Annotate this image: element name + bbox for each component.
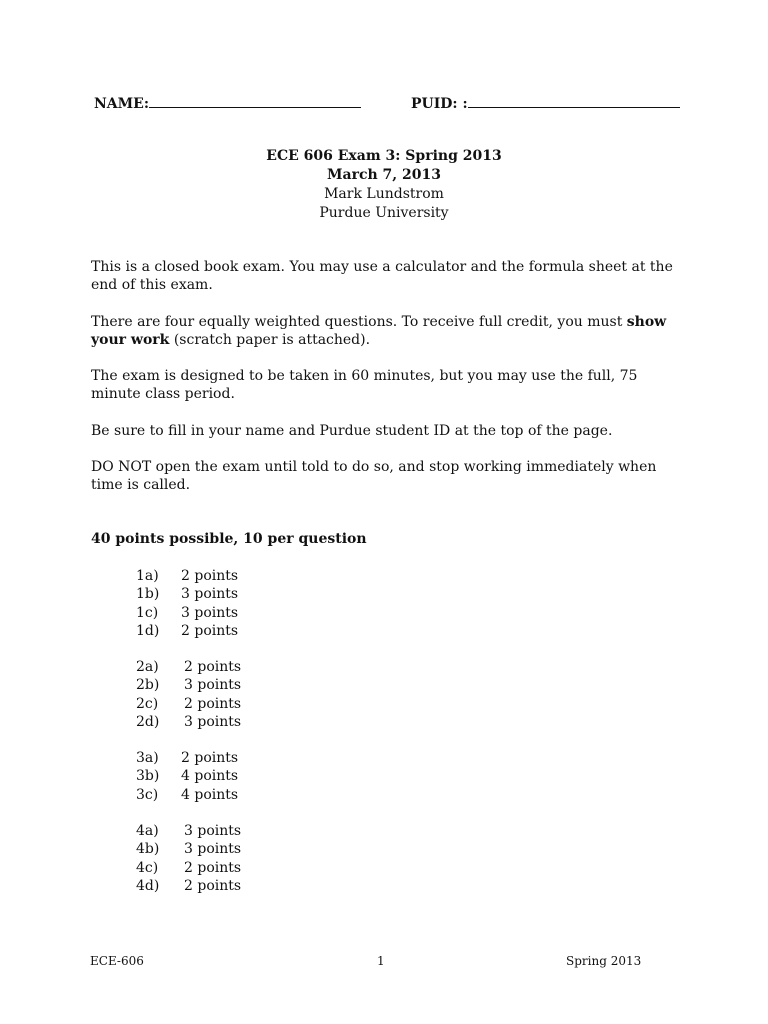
points-heading: 40 points possible, 10 per question: [91, 531, 367, 547]
footer-term: Spring 2013: [566, 954, 642, 968]
list-item: [136, 604, 238, 622]
list-item: [136, 713, 241, 731]
list-item: [136, 658, 241, 676]
question-1-points: [136, 567, 238, 640]
question-label: 2d): [136, 713, 160, 730]
puid-blank-line[interactable]: [468, 93, 680, 108]
instruction-fill-name: Be sure to fill in your name and Purdue student ID at the top of the page.: [91, 423, 613, 439]
show-work-text-before: There are four equally weighted questions. To receive full credit, you must: [91, 314, 627, 330]
question-label: 2b): [136, 677, 160, 694]
question-points: 4 points: [181, 768, 239, 785]
puid-label: PUID: :: [411, 96, 468, 112]
exam-date: March 7, 2013: [327, 167, 441, 183]
list-item: [136, 567, 238, 585]
show-work-emphasis: show your work: [91, 314, 667, 348]
question-label: 4a): [136, 823, 159, 839]
question-points: 3 points: [184, 677, 242, 694]
question-points: 2 points: [181, 568, 239, 584]
question-2-points: [136, 658, 241, 731]
course-title: ECE 606 Exam 3: Spring 2013: [266, 148, 502, 164]
question-label: 1b): [136, 586, 160, 603]
name-field-row: [94, 93, 361, 112]
university-name: Purdue University: [319, 205, 449, 221]
name-blank-line[interactable]: [149, 93, 361, 108]
instruction-closed-book: This is a closed book exam. You may use a calculator and the formula sheet at the end of this exam.: [91, 259, 673, 293]
question-label: 2a): [136, 659, 159, 675]
question-label: 4c): [136, 859, 159, 876]
list-item: [136, 859, 241, 877]
list-item: [136, 786, 238, 804]
question-points: 2 points: [184, 877, 242, 894]
question-label: 4d): [136, 877, 160, 894]
question-points: 4 points: [181, 786, 239, 803]
question-points: 2 points: [184, 695, 242, 712]
list-item: [136, 840, 241, 858]
question-points: 2 points: [184, 859, 242, 876]
question-label: 3b): [136, 768, 160, 785]
name-label: NAME:: [94, 96, 149, 112]
show-work-text-after: (scratch paper is attached).: [169, 332, 371, 348]
list-item: [136, 822, 241, 840]
footer-course: ECE-606: [90, 954, 144, 968]
instruction-time-limit: The exam is designed to be taken in 60 minutes, but you may use the full, 75 minute class period.: [91, 368, 638, 402]
list-item: [136, 749, 238, 767]
exam-title-block: [0, 147, 768, 223]
question-points: 3 points: [184, 841, 242, 858]
instruction-do-not-open: DO NOT open the exam until told to do so, and stop working immediately when time is called.: [91, 459, 657, 493]
question-points: 2 points: [184, 659, 242, 675]
question-points: 3 points: [181, 604, 239, 621]
list-item: [136, 622, 238, 640]
question-label: 1d): [136, 622, 160, 639]
question-3-points: [136, 749, 238, 804]
question-label: 2c): [136, 695, 159, 712]
list-item: [136, 877, 241, 895]
question-points: 2 points: [181, 750, 239, 766]
question-points: 3 points: [181, 586, 239, 603]
list-item: [136, 695, 241, 713]
question-label: 1c): [136, 604, 159, 621]
question-label: 3c): [136, 786, 159, 803]
question-4-points: [136, 822, 241, 895]
question-label: 3a): [136, 750, 159, 766]
list-item: [136, 585, 238, 603]
question-points: 2 points: [181, 622, 239, 639]
list-item: [136, 676, 241, 694]
question-points: 3 points: [184, 713, 242, 730]
footer-page-number: 1: [377, 954, 385, 968]
question-label: 1a): [136, 568, 159, 584]
list-item: [136, 767, 238, 785]
question-label: 4b): [136, 841, 160, 858]
question-points: 3 points: [184, 823, 242, 839]
instruction-show-work: [91, 313, 681, 349]
instructor-name: Mark Lundstrom: [324, 186, 444, 202]
puid-field-row: [411, 93, 680, 112]
